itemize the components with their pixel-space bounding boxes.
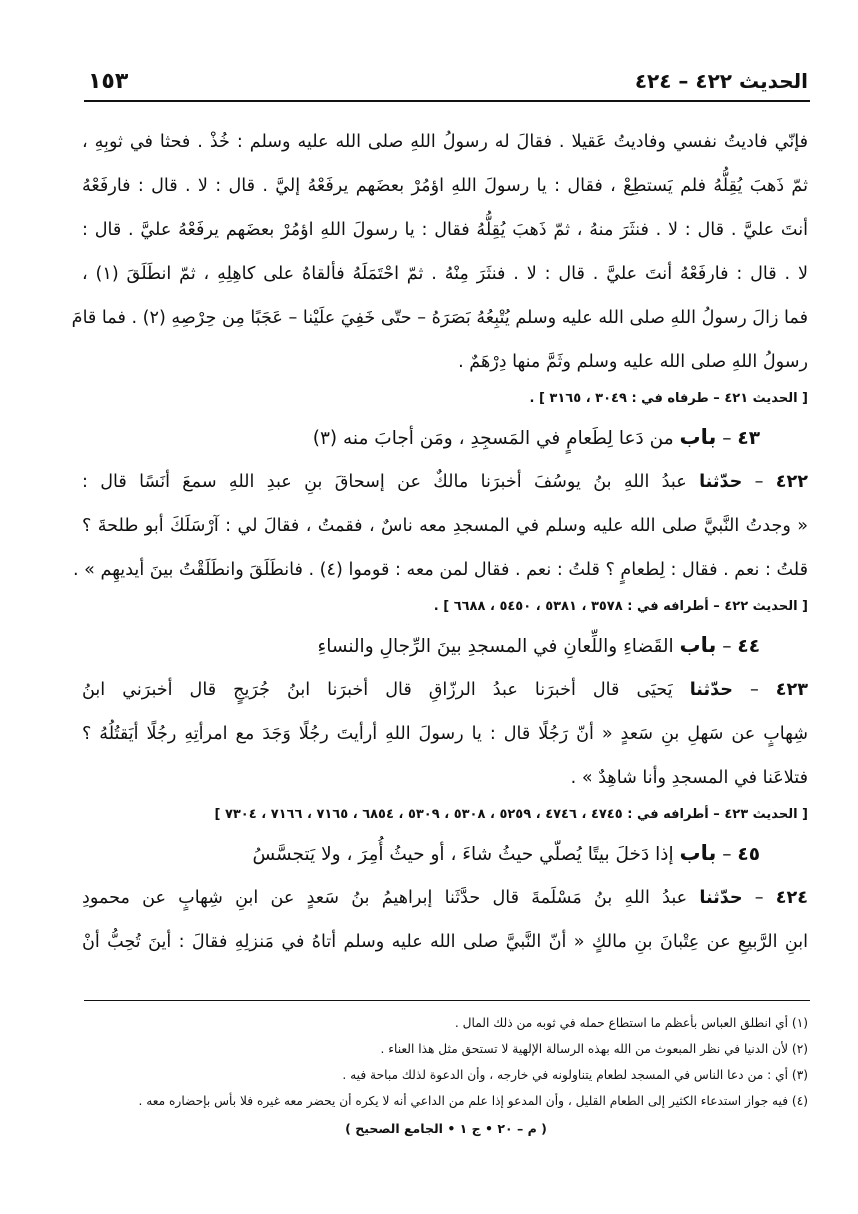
haddathana-word: حدّثنا xyxy=(689,680,733,700)
footnote: (٣) أي : من دعا الناس في المسجد لطعام يتناولونه في خارجه ، وأن الدعوة لذلك مباحة فيه . xyxy=(342,1068,808,1082)
page-number: ١٥٣ xyxy=(88,68,129,94)
hadith-reference: [ الحديث ٤٢١ – طرفاه في : ٣٠٤٩ ، ٣١٦٥ ] . xyxy=(529,391,808,406)
hadith-text: عبدُ اللهِ بنُ مَسْلَمةَ قال حدَّثَنا إبراهيمُ بنُ سَعدٍ عن ابنِ شِهابٍ عن محمودِ xyxy=(82,888,688,908)
text-line: ابنِ الرَّبيعِ عن عِتْبانَ بنِ مالكٍ « أنّ النَّبيَّ صلى الله عليه وسلم أتاهُ في مَنزلِهِ فقالَ : أينَ تُحِبُّ أنْ xyxy=(82,932,808,952)
chapter-number: ٤٤ xyxy=(737,636,760,657)
chapter-title: من دَعا لِطَعامٍ في المَسجِدِ ، ومَن أجابَ منه (٣) xyxy=(312,428,674,449)
text-line: ثمّ ذَهبَ يُقِلُّهُ فلم يَستطِعْ ، فقال : يا رسولَ اللهِ اؤمُرْ بعضَهم يرفَعْهُ إليَّ . قال : لا . قال : فارفَعْهُ xyxy=(82,176,808,196)
bab-word: باب xyxy=(679,841,717,865)
hadith-range: الحديث ٤٢٢ – ٤٢٤ xyxy=(634,69,808,93)
chapter-number: ٤٣ xyxy=(737,428,760,449)
text-line: فما زالَ رسولُ اللهِ صلى الله عليه وسلم يُتْبِعُهُ بَصَرَهُ – حتّى خَفِيَ علَيْنا – عَجَبًا مِن حِرْصِهِ (٢) . فما قامَ xyxy=(71,308,808,328)
hadith-reference: [ الحديث ٤٢٢ – أطرافه في : ٣٥٧٨ ، ٥٣٨١ ، ٥٤٥٠ ، ٦٦٨٨ ] . xyxy=(433,599,808,614)
haddathana-word: حدّثنا xyxy=(699,888,743,908)
chapter-number: ٤٥ xyxy=(737,844,760,865)
text-line: لا . قال : فارفَعْهُ أنتَ عليَّ . قال : لا . فنثَرَ مِنْهُ . ثمّ احْتَمَلَهُ فألقاهُ على كاهِلِهِ ، ثمّ انطَلَقَ (١) ، xyxy=(82,264,808,284)
footnote: (٢) لأن الدنيا في نظر المبعوث من الله بهذه الرسالة الإلهية لا تستحق مثل هذا العناء . xyxy=(380,1042,808,1056)
hadith-text: عبدُ اللهِ بنُ يوسُفَ أخبرَنا مالكٌ عن إسحاقَ بنِ عبدِ اللهِ سمعَ أنَسًا قال : xyxy=(82,472,687,492)
hadith-number: ٤٢٤ xyxy=(775,888,809,908)
hadith-423-line: ٤٢٣ – حدّثنا يَحيَى قال أخبرَنا عبدُ الرزّاقِ قال أخبرَنا ابنُ جُرَيجٍ قال أخبرَني ابنُ xyxy=(82,680,808,700)
chapter-heading-44: ٤٤ – باب القَضاءِ واللِّعانِ في المسجدِ بينَ الرِّجالِ والنساءِ xyxy=(317,633,760,657)
main-text xyxy=(71,120,809,964)
chapter-title: القَضاءِ واللِّعانِ في المسجدِ بينَ الرِّجالِ والنساءِ xyxy=(317,636,674,657)
page-header xyxy=(88,66,808,96)
hadith-number: ٤٢٣ xyxy=(775,680,808,700)
footnote: (١) أي انطلق العباس بأعظم ما استطاع حمله في ثوبه من ذلك المال . xyxy=(454,1016,808,1030)
text-line: « وجدتُ النَّبيَّ صلى الله عليه وسلم في المسجدِ معه ناسٌ ، فقمتُ ، فقالَ لي : آرْسَلَكَ أبو طلحةَ ؟ xyxy=(82,516,808,536)
hadith-reference: [ الحديث ٤٢٣ – أطرافه في : ٤٧٤٥ ، ٤٧٤٦ ، ٥٢٥٩ ، ٥٣٠٨ ، ٥٣٠٩ ، ٦٨٥٤ ، ٧١٦٥ ، ٧١٦٦ ، ٧٣٠٤ ] xyxy=(214,807,808,822)
header-rule xyxy=(84,100,810,102)
text-line: رسولُ اللهِ صلى الله عليه وسلم وثَمَّ منها دِرْهَمٌ . xyxy=(458,352,808,372)
hadith-number: ٤٢٢ xyxy=(775,472,809,492)
volume-signature: ( م – ٢٠ • ج ١ • الجامع الصحيح ) xyxy=(345,1121,547,1136)
hadith-422-line: ٤٢٢ – حدّثنا عبدُ اللهِ بنُ يوسُفَ أخبرَنا مالكٌ عن إسحاقَ بنِ عبدِ اللهِ سمعَ أنَسًا قال : xyxy=(82,472,809,492)
bab-word: باب xyxy=(679,633,717,657)
hadith-text: يَحيَى قال أخبرَنا عبدُ الرزّاقِ قال أخبرَنا ابنُ جُرَيجٍ قال أخبرَني ابنُ xyxy=(82,680,673,700)
haddathana-word: حدّثنا xyxy=(699,472,743,492)
text-line: شِهابٍ عن سَهلِ بنِ سَعدٍ « أنّ رَجُلًا قال : يا رسولَ اللهِ أرأيتَ رجُلًا وَجَدَ مع امرأتِهِ رجُلًا أيَقتُلُهُ ؟ xyxy=(82,724,808,744)
footnotes xyxy=(84,1010,808,1142)
text-line: فإنّي فاديتُ نفسي وفاديتُ عَقيلا . فقالَ له رسولُ اللهِ صلى الله عليه وسلم : خُذْ . فحثا في ثوبِهِ ، xyxy=(82,132,808,152)
text-line: أنتَ عليَّ . قال : لا . فنثَرَ منهُ ، ثمّ ذَهبَ يُقِلُّهُ فقال : يا رسولَ اللهِ اؤمُرْ بعضَهم يرفَعْهُ عليَّ . قال : xyxy=(82,220,808,240)
footnote: (٤) فيه جواز استدعاء الكثير إلى الطعام القليل ، وأن المدعو إذا علم من الداعي أنه لا يكره أن يحضر معه غيره فلا بأس بإحضاره معه . xyxy=(138,1094,808,1108)
footnote-rule xyxy=(84,1000,810,1001)
hadith-424-line: ٤٢٤ – حدّثنا عبدُ اللهِ بنُ مَسْلَمةَ قال حدَّثَنا إبراهيمُ بنُ سَعدٍ عن ابنِ شِهابٍ عن محمودِ xyxy=(82,888,809,908)
chapter-heading-45: ٤٥ – باب إذا دَخلَ بيتًا يُصلّي حيثُ شاءَ ، أو حيثُ أُمِرَ ، ولا يَتجسَّسُ xyxy=(252,841,760,865)
bab-word: باب xyxy=(679,425,717,449)
chapter-heading-43: ٤٣ – باب من دَعا لِطَعامٍ في المَسجِدِ ، ومَن أجابَ منه (٣) xyxy=(312,425,760,449)
text-line: فتلاعَنا في المسجدِ وأنا شاهِدٌ » . xyxy=(570,768,808,788)
text-line: قلتُ : نعم . فقال : لِطعامٍ ؟ قلتُ : نعم . فقال لمن معه : قوموا (٤) . فانطَلَقَ وانطَلَقْتُ بينَ أيديهِم » . xyxy=(72,560,808,580)
chapter-title: إذا دَخلَ بيتًا يُصلّي حيثُ شاءَ ، أو حيثُ أُمِرَ ، ولا يَتجسَّسُ xyxy=(252,844,674,865)
